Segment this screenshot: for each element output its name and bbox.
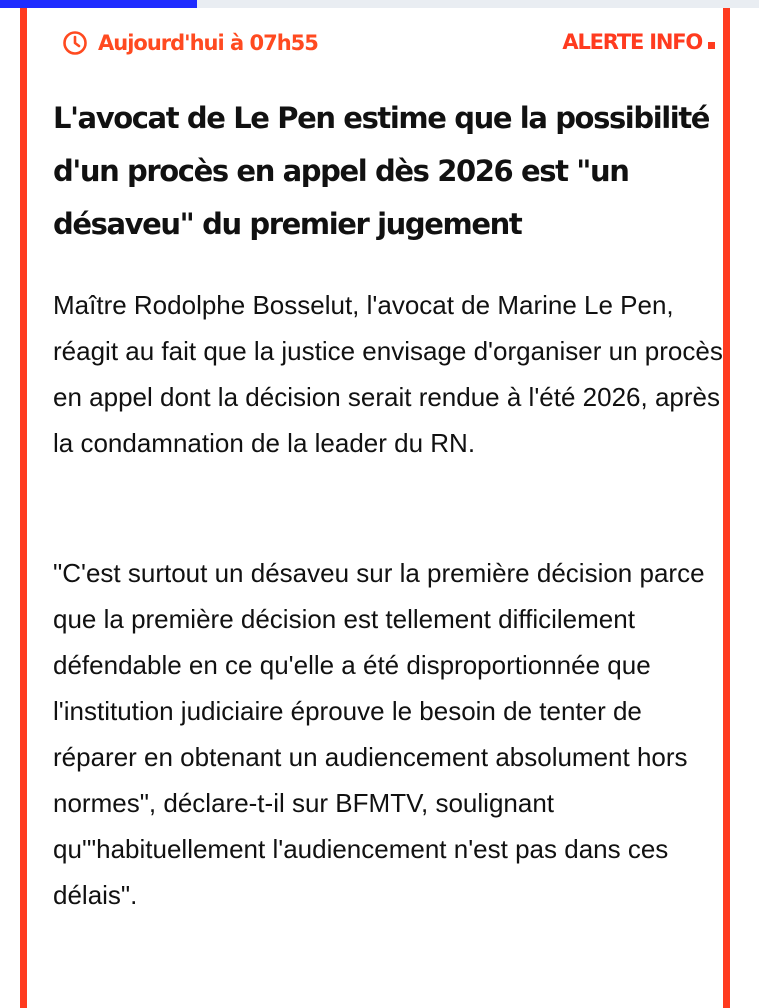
alert-info-badge xyxy=(562,30,715,54)
alert-card[interactable] xyxy=(20,8,730,1008)
article-headline[interactable]: L'avocat de Le Pen estime que la possibilité d'un procès en appel dès 2026 est "un désaveu" du premier jugement xyxy=(53,101,710,241)
top-progress-track xyxy=(0,0,759,8)
article-paragraph-1: Maître Rodolphe Bosselut, l'avocat de Marine Le Pen, réagit au fait que la justice envisage d'organiser un procès en appel dont la décision serait rendue à l'été 2026, après la condamnation de la leader du RN. xyxy=(53,290,723,458)
alert-info-label: ALERTE INFO xyxy=(562,30,702,54)
article-paragraph-2: "C'est surtout un désaveu sur la première décision parce que la première décision est tellement difficilement défendable en ce qu'elle a été disproportionnée que l'institution judiciaire éprouve le besoin de tenter de réparer en obtenant un audiencement absolument hors normes", déclare-t-il sur BFMTV, soulignant qu'"habituellement l'audiencement n'est pas dans ces délais". xyxy=(53,558,705,910)
clock-icon xyxy=(62,30,88,56)
alert-timestamp: Aujourd'hui à 07h55 xyxy=(98,31,318,55)
top-progress-bar xyxy=(0,0,197,8)
alert-dot-icon xyxy=(708,42,715,49)
alert-meta-row xyxy=(55,30,715,62)
